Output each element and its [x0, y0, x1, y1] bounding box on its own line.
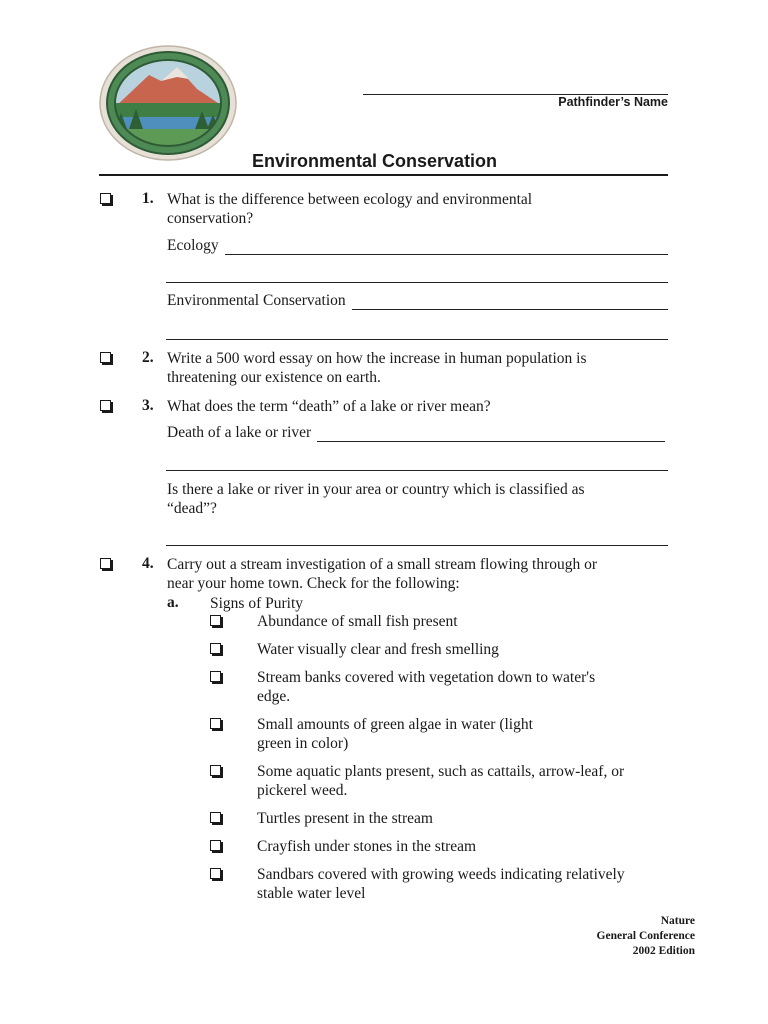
q1-checkbox[interactable] — [100, 193, 111, 204]
q1-number: 1. — [142, 190, 154, 207]
q4-sub-title: Signs of Purity — [210, 595, 304, 612]
item-checkbox[interactable] — [210, 671, 221, 682]
list-item-continuation: edge. — [257, 688, 291, 705]
list-item: Abundance of small fish present — [257, 613, 458, 630]
footer-line-1: Nature — [660, 915, 695, 927]
list-item: Some aquatic plants present, such as cattails, arrow-leaf, or — [257, 763, 625, 780]
q2-text-line2: threatening our existence on earth. — [167, 369, 381, 386]
list-item-continuation: pickerel weed. — [257, 782, 348, 799]
footer — [597, 914, 695, 959]
q3-death-field[interactable] — [167, 424, 665, 442]
q3-dead-question-line2: “dead”? — [167, 500, 217, 517]
q4-text-line1: Carry out a stream investigation of a small stream flowing through or — [167, 556, 598, 573]
list-item: Stream banks covered with vegetation down to water's — [257, 669, 596, 686]
item-checkbox[interactable] — [210, 868, 221, 879]
list-item-continuation: stable water level — [257, 885, 366, 902]
list-item: Crayfish under stones in the stream — [257, 838, 477, 855]
q1-text-line2: conservation? — [167, 210, 254, 227]
q4-checkbox[interactable] — [100, 558, 111, 569]
footer-line-2: General Conference — [596, 930, 695, 942]
item-checkbox[interactable] — [210, 643, 221, 654]
q2-number: 2. — [142, 349, 154, 366]
item-checkbox[interactable] — [210, 840, 221, 851]
footer-line-3: 2002 Edition — [632, 945, 695, 957]
item-checkbox[interactable] — [210, 718, 221, 729]
title-rule — [99, 174, 668, 176]
q1-env-answer-line[interactable] — [166, 339, 668, 340]
q4-sub-letter: a. — [167, 594, 179, 611]
q3-dead-answer-line[interactable] — [166, 545, 668, 546]
item-checkbox[interactable] — [210, 615, 221, 626]
q3-text: What does the term “death” of a lake or river mean? — [167, 398, 491, 415]
page-title: Environmental Conservation — [252, 151, 498, 171]
q1-ecology-field[interactable] — [167, 237, 668, 255]
list-item: Sandbars covered with growing weeds indicating relatively — [257, 866, 625, 883]
honor-badge-image — [99, 45, 237, 161]
q3-checkbox[interactable] — [100, 400, 111, 411]
q1-ecology-label: Ecology — [167, 237, 219, 254]
q4-number: 4. — [142, 555, 154, 572]
q3-number: 3. — [142, 397, 154, 414]
pathfinder-name-label: Pathfinder’s Name — [558, 95, 668, 109]
q1-ecology-answer-line[interactable] — [166, 282, 668, 283]
list-item: Small amounts of green algae in water (light — [257, 716, 533, 733]
list-item-continuation: green in color) — [257, 735, 349, 752]
item-checkbox[interactable] — [210, 812, 221, 823]
q1-text-line1: What is the difference between ecology and environmental — [167, 191, 533, 208]
q2-text-line1: Write a 500 word essay on how the increase in human population is — [167, 350, 587, 367]
q1-env-field[interactable] — [167, 292, 668, 310]
list-item: Water visually clear and fresh smelling — [257, 641, 499, 658]
q3-death-label: Death of a lake or river — [167, 424, 312, 441]
item-checkbox[interactable] — [210, 765, 221, 776]
list-item: Turtles present in the stream — [257, 810, 433, 827]
q4-text-line2: near your home town. Check for the following: — [167, 575, 460, 592]
q3-death-answer-line[interactable] — [166, 470, 668, 471]
q2-checkbox[interactable] — [100, 352, 111, 363]
q1-env-label: Environmental Conservation — [167, 292, 346, 309]
q3-dead-question-line1: Is there a lake or river in your area or country which is classified as — [167, 481, 585, 498]
